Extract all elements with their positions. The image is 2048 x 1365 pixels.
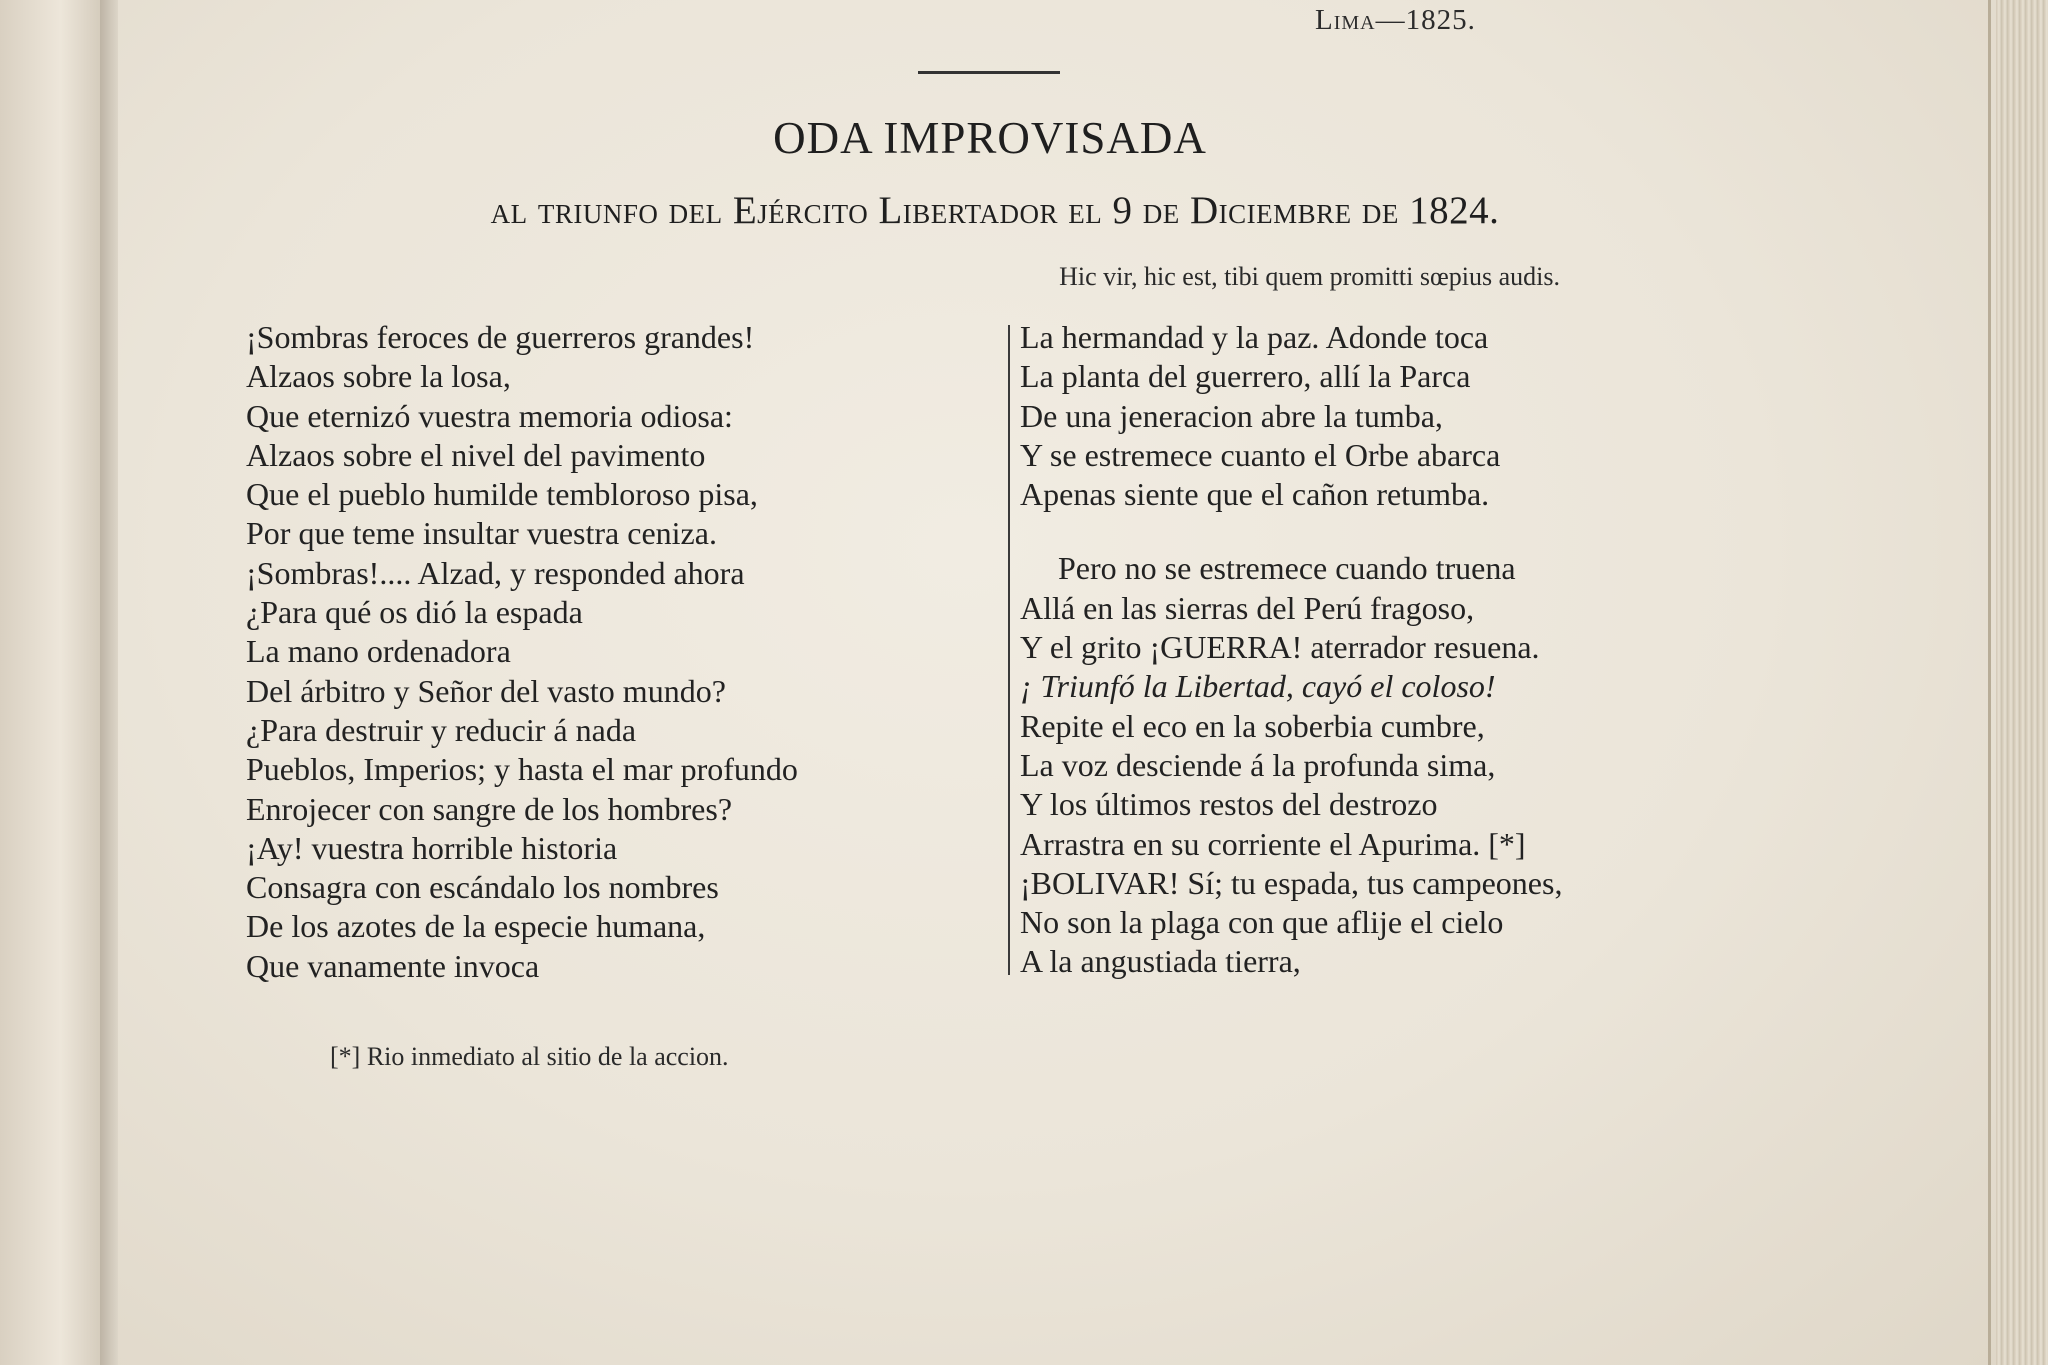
verse-line: A la angustiada tierra, (1020, 943, 1301, 980)
verse-line: Arrastra en su corriente el Apurima. [*] (1020, 825, 1526, 862)
verse-line: Y se estremece cuanto el Orbe abarca (1020, 436, 1501, 473)
verse-line: Repite el eco en la soberbia cumbre, (1020, 707, 1485, 744)
verse-line: Del árbitro y Señor del vasto mundo? (246, 672, 726, 709)
verse-line: Pueblos, Imperios; y hasta el mar profundo (246, 751, 798, 788)
verse-line: ¡BOLIVAR! Sí; tu espada, tus campeones, (1020, 864, 1563, 901)
verse-line: Que vanamente invoca (246, 947, 540, 984)
poem-title: ODA IMPROVISADA (773, 113, 1207, 163)
verse-line: Allá en las sierras del Perú fragoso, (1020, 589, 1475, 626)
stanza-gap (1020, 514, 1562, 549)
verse-line: Que el pueblo humilde tembloroso pisa, (246, 476, 758, 513)
verse-line: De los azotes de la especie humana, (246, 908, 706, 945)
verse-line: Apenas siente que el cañon retumba. (1020, 476, 1490, 513)
poem-subtitle: al triunfo del Ejército Libertador el 9 de Diciembre de 1824. (490, 189, 1500, 232)
verse-line: De una jeneracion abre la tumba, (1020, 397, 1443, 434)
left-column (246, 318, 798, 986)
left-page-edge (0, 0, 110, 1365)
verse-line: La planta del guerrero, allí la Parca (1020, 358, 1471, 395)
verse-line: Consagra con escándalo los nombres (246, 869, 719, 906)
title-rule (918, 71, 1060, 74)
verse-line: Y el grito ¡GUERRA! aterrador resuena. (1020, 629, 1540, 666)
verse-line: ¡Ay! vuestra horrible historia (246, 829, 618, 866)
verse-line: Alzaos sobre la losa, (246, 358, 511, 395)
verse-line: Enrojecer con sangre de los hombres? (246, 790, 733, 827)
page-edge-line (1988, 0, 1991, 1365)
verse-line: La mano ordenadora (246, 633, 511, 670)
page-stack-edge (1996, 0, 2048, 1365)
verse-line: No son la plaga con que aflije el cielo (1020, 904, 1504, 941)
footnote: [*] Rio inmediato al sitio de la accion. (330, 1042, 729, 1071)
running-head: Lima—1825. (1315, 4, 1476, 36)
verse-line: La voz desciende á la profunda sima, (1020, 746, 1496, 783)
verse-line: Por que teme insultar vuestra ceniza. (246, 515, 717, 552)
verse-line-italic: ¡ Triunfó la Libertad, cayó el coloso! (1020, 668, 1496, 705)
verse-line: Y los últimos restos del destrozo (1020, 786, 1438, 823)
verse-line: ¡Sombras!.... Alzad, y responded ahora (246, 554, 745, 591)
verse-line: ¿Para destruir y reducir á nada (246, 711, 637, 748)
verse-line: La hermandad y la paz. Adonde toca (1020, 319, 1489, 355)
verse-line: ¿Para qué os dió la espada (246, 594, 583, 631)
column-divider (1008, 325, 1010, 975)
verse-line: ¡Sombras feroces de guerreros grandes! (246, 319, 755, 355)
epigraph: Hic vir, hic est, tibi quem promitti sœpius audis. (1059, 262, 1560, 291)
verse-line: Que eternizó vuestra memoria odiosa: (246, 397, 733, 434)
verse-line: Alzaos sobre el nivel del pavimento (246, 436, 706, 473)
right-column (1020, 318, 1562, 982)
verse-line: Pero no se estremece cuando truena (1058, 550, 1516, 587)
